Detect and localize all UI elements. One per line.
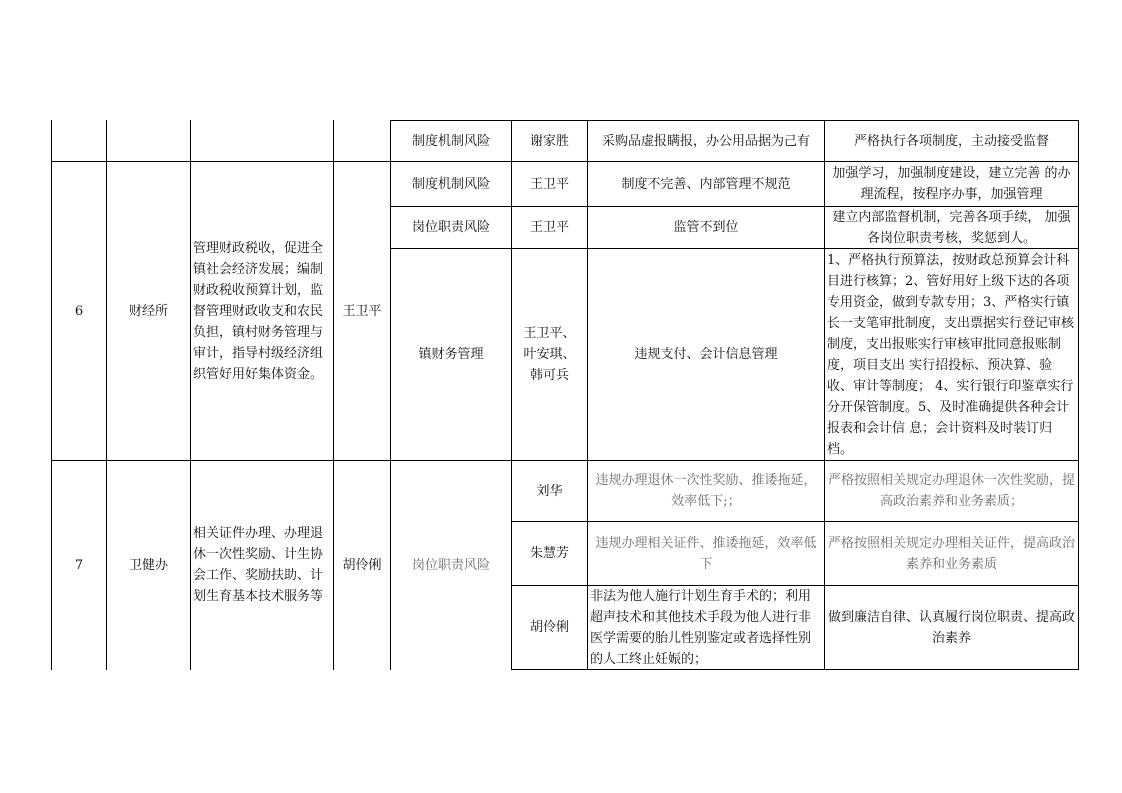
risk-description-cell: 制度不完善、内部管理不规范 bbox=[621, 176, 791, 192]
responsible-person-cell: 胡伶俐 bbox=[529, 620, 569, 635]
risk-type-cell: 岗位职责风险 bbox=[411, 220, 490, 235]
risk-description-cell: 监管不到位 bbox=[673, 220, 739, 235]
prevention-measure-cell: 做到廉洁自律、认真履行岗位职责、提高政治素养 bbox=[827, 609, 1075, 646]
col-line bbox=[1078, 120, 1079, 670]
risk-description-cell: 违规办理相关证件、推诿拖延，效率低下 bbox=[595, 535, 817, 572]
prevention-measure-cell: 1、严格执行预算法，按财政总预算会计科目进行核算；2、管好用好上级下达的各项专用资金，做到专款专用；3、严格实行镇长一支笔审批制度，支出票据实行登记审核制度，支出报账实行审核审批同意报账制度，项目支出 实行招投标、预决算、验收、审计等制度； 4、实行银行印鉴章实行分开保管制度。5、及时准确提供各种会计报表和会计信 息；会计资料及时装订归档。 bbox=[827, 252, 1075, 457]
risk-type-cell: 制度机制风险 bbox=[411, 133, 490, 149]
row-number-cell: 7 bbox=[74, 557, 84, 573]
leader-cell: 王卫平 bbox=[342, 303, 382, 319]
risk-type-cell: 岗位职责风险 bbox=[411, 557, 490, 573]
risk-description-cell: 违规支付、会计信息管理 bbox=[634, 347, 778, 362]
department-cell: 财经所 bbox=[128, 303, 168, 319]
prevention-measure-cell: 建立内部监督机制，完善各项手续， 加强各岗位职责考核，奖惩到人。 bbox=[832, 209, 1071, 246]
table-border-bottom bbox=[511, 669, 1079, 670]
risk-type-cell: 制度机制风险 bbox=[411, 176, 490, 192]
duty-description-cell: 管理财政税收，促进全镇社会经济发展；编制财政税收预算计划，监督管理财政收支和农民负担，镇村财务管理与审计，指导村级经济组织管好用好集体资金。 bbox=[193, 240, 324, 382]
department-cell: 卫健办 bbox=[128, 557, 168, 573]
prevention-measure-cell: 严格按照相关规定办理退休一次性奖励，提高政治素养和业务素质； bbox=[827, 473, 1075, 509]
risk-description-cell: 违规办理退休一次性奖励、推诿拖延，效率低下;； bbox=[595, 473, 817, 509]
duty-description-cell: 相关证件办理、办理退休一次性奖励、计生协会工作、奖励扶助、计划生育基本技术服务等 bbox=[193, 526, 324, 604]
prevention-measure-cell: 严格按照相关规定办理相关证件，提高政治素养和业务素质 bbox=[827, 535, 1075, 572]
prevention-measure-cell: 严格执行各项制度，主动接受监督 bbox=[853, 133, 1049, 149]
responsible-person-cell: 王卫平、叶安琪、韩可兵 bbox=[523, 326, 576, 383]
risk-description-cell: 采购品虚报瞒报，办公用品据为己有 bbox=[601, 133, 810, 149]
responsible-person-cell: 刘华 bbox=[536, 483, 563, 499]
prevention-measure-cell: 加强学习，加强制度建设，建立完善 的办理流程，按程序办事，加强管理 bbox=[832, 166, 1071, 202]
leader-cell: 胡伶俐 bbox=[342, 557, 382, 573]
responsible-person-cell: 谢家胜 bbox=[529, 133, 569, 149]
risk-description-cell: 非法为他人施行计划生育手术的；利用超声技术和其他技术手段为他人进行非医学需要的胎儿性别鉴定或者选择性别的人工终止妊娠的； bbox=[590, 588, 812, 667]
responsible-person-cell: 王卫平 bbox=[529, 176, 569, 192]
responsible-person-cell: 朱慧芳 bbox=[529, 546, 569, 561]
risk-type-cell: 镇财务管理 bbox=[418, 347, 484, 362]
row-number-cell: 6 bbox=[74, 303, 84, 319]
responsible-person-cell: 王卫平 bbox=[529, 220, 569, 235]
